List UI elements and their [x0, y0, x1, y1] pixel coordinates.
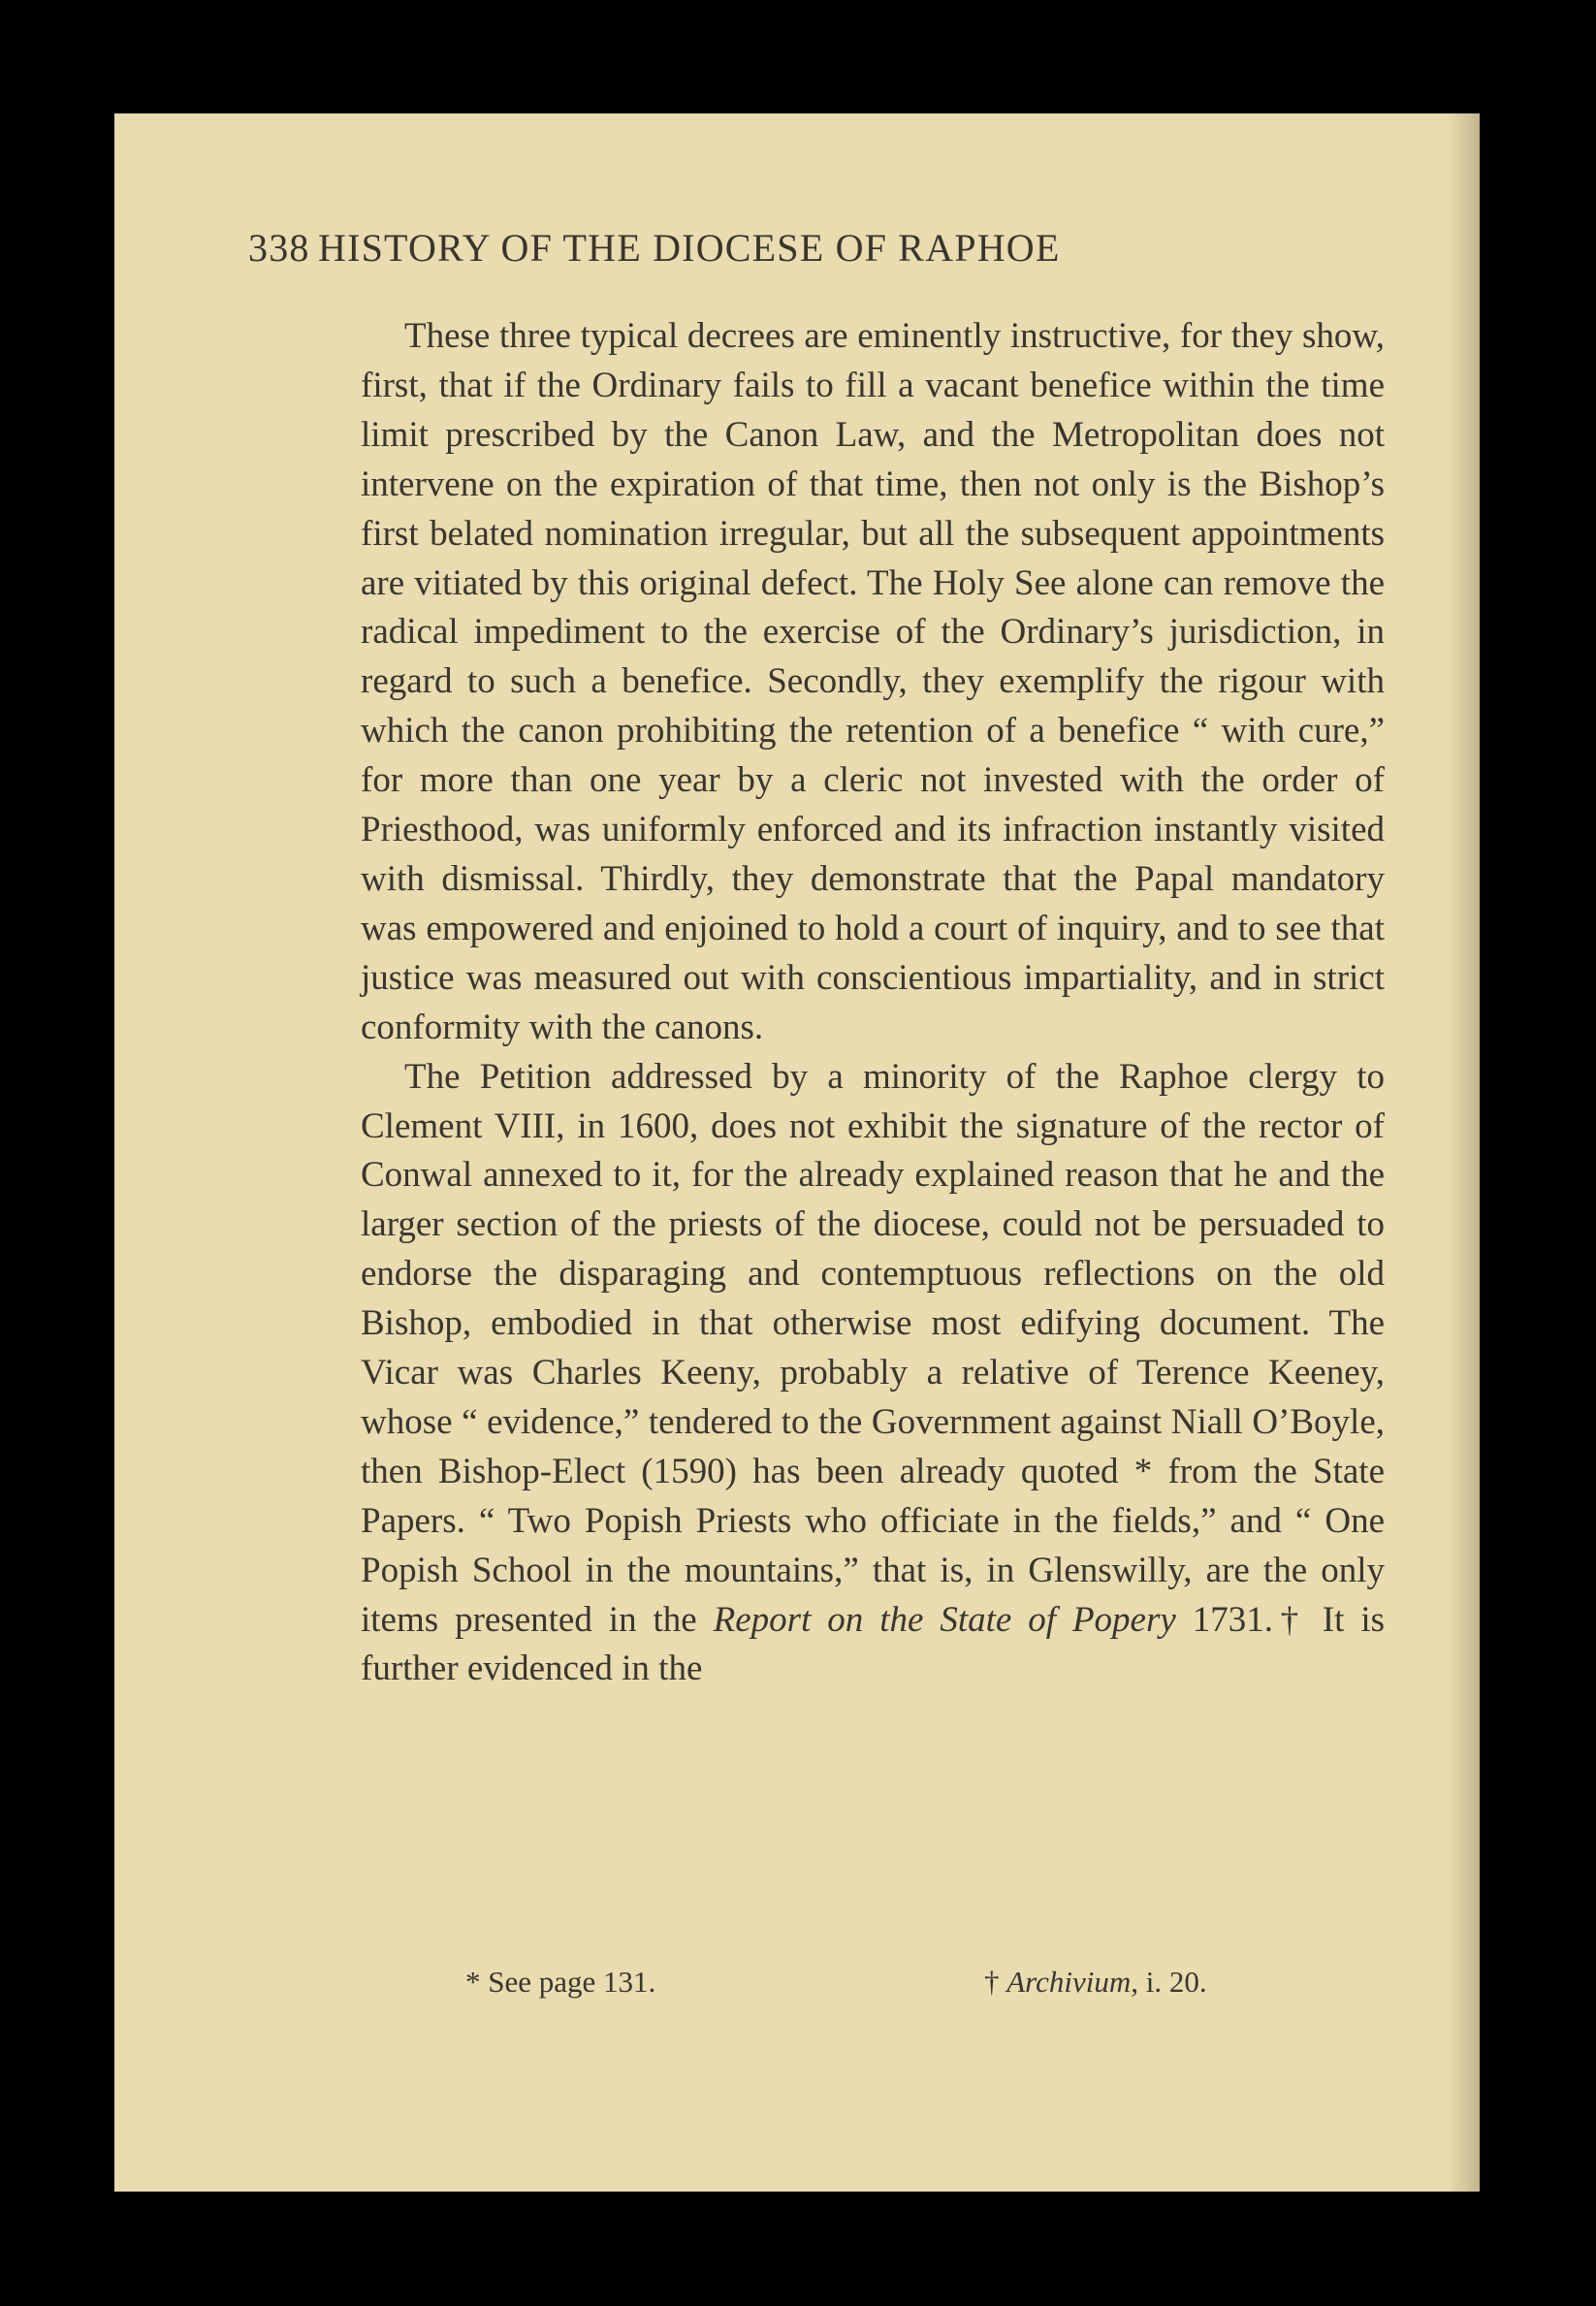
footnote-1: * See page 131. [465, 1965, 656, 1999]
running-header [248, 225, 1350, 287]
report-title: Report on the State of Popery [713, 1599, 1176, 1640]
footnote-2 [984, 1965, 1207, 2000]
paragraph-2 [361, 1053, 1385, 1695]
footnote-2-source: Archivium [1006, 1965, 1132, 1999]
running-title: HISTORY OF THE DIOCESE OF RAPHOE [318, 226, 1061, 270]
footnote-2-mark: † [984, 1965, 1007, 1999]
paragraph-2-tail: 1731.† It is further evidenced in the [361, 1599, 1385, 1689]
footnote-2-ref: , i. 20. [1131, 1965, 1207, 1999]
page-number: 338 [248, 226, 310, 270]
body-text [361, 312, 1385, 1694]
paragraph-1: These three typical decrees are eminently instructive, for they show, first, that if the Ordinary fails to fill a vacant benefice within the time limit prescribed by the Canon Law, and the Metropolitan does not intervene on the expiration of that time, then not only is the Bishop’s first belated nomination irregular, but all the subsequent appointments are vitiated by this original defect. The Holy See alone can remove the radical impediment to the exercise of the Ordinary’s jurisdiction, in regard to such a benefice. Secondly, they exemplify the rigour with which the canon prohibiting the retention of a benefice “ with cure,” for more than one year by a cleric not invested with the order of Priesthood, was uniformly enforced and its infraction instantly visited with dismissal. Thirdly, they demonstrate that the Papal mandatory was empowered and enjoined to hold a court of inquiry, and to see that justice was measured out with conscientious impartiality, and in strict conformity with the canons. [361, 316, 1385, 1047]
paragraph-2-text: The Petition addressed by a minority of the Raphoe clergy to Clement VIII, in 1600, does not exhibit the signature of the rector of Conwal annexed to it, for the already explained reason that he and the larger section of the priests of the diocese, could not be persuaded to endorse the disparaging and contemptuous reflections on the old Bishop, embodied in that otherwise most edifying document. The Vicar was Charles Keeny, probably a relative of Terence Keeney, whose “ evidence,” tendered to the Government against Niall O’Boyle, then Bishop-Elect (1590) has been already quoted * from the State Papers. “ Two Popish Priests who officiate in the fields,” and “ One Popish School in the mountains,” that is, in Glenswilly, are the only items presented in the [361, 1056, 1385, 1640]
footnotes [0, 1965, 1596, 2013]
